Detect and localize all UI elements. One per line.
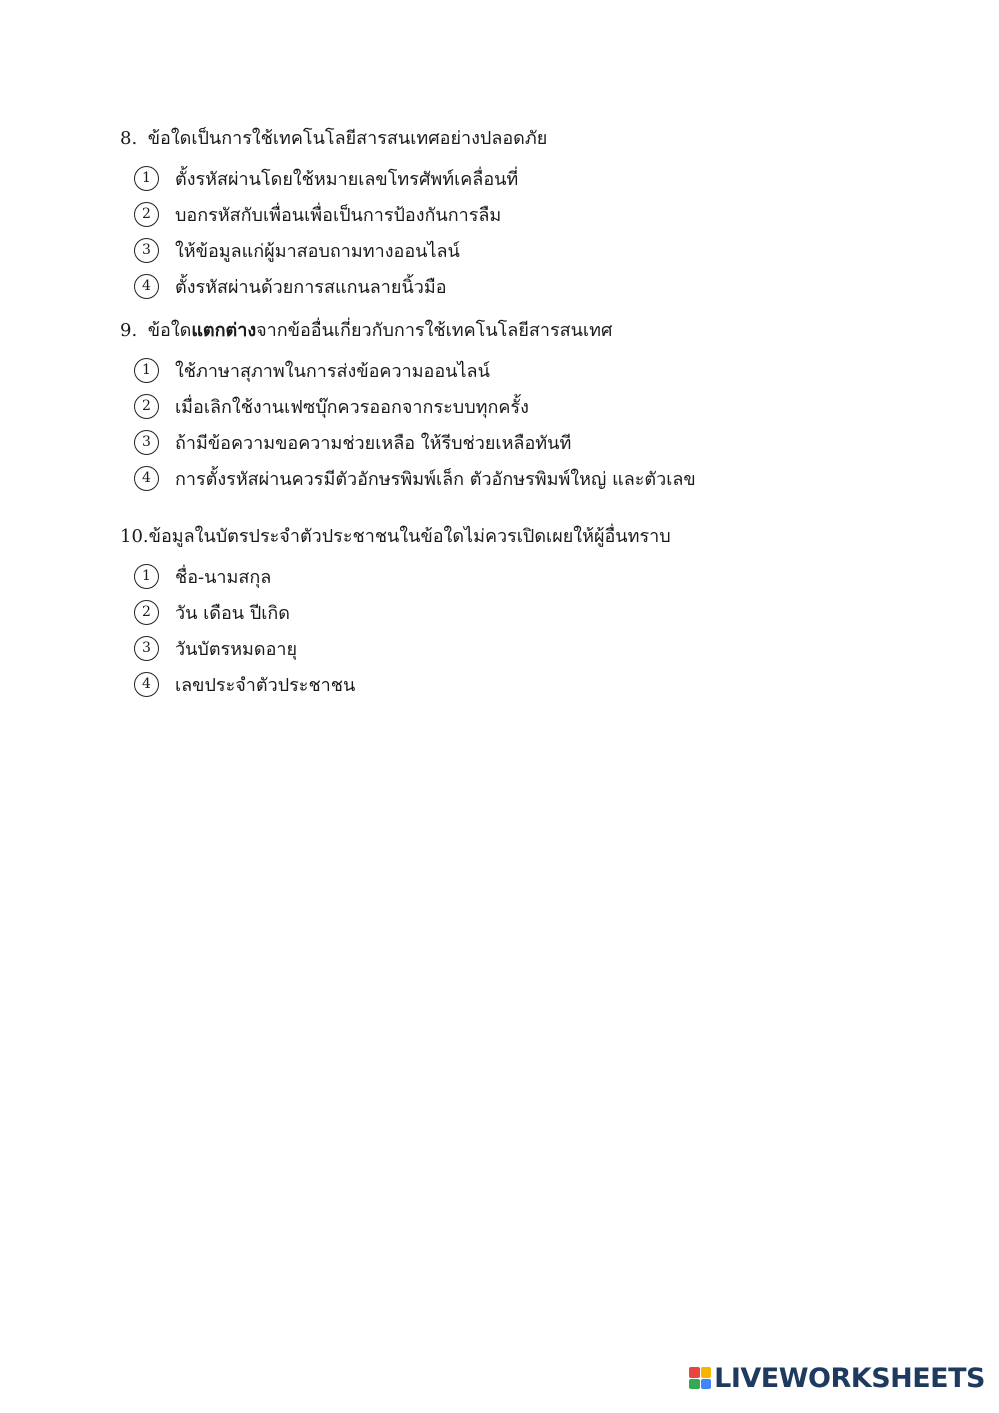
option-9-2[interactable] (134, 388, 900, 424)
option-8-1[interactable] (134, 160, 900, 196)
option-10-2[interactable] (134, 594, 900, 630)
option-text: ใช้ภาษาสุภาพในการส่งข้อความออนไลน์ (175, 360, 490, 382)
question-text: ข้อมูลในบัตรประจำตัวประชาชนในข้อใดไม่ควรเปิดเผยให้ผู้อื่นทราบ (148, 526, 671, 547)
option-text: ตั้งรหัสผ่านโดยใช้หมายเลขโทรศัพท์เคลื่อนที่ (175, 168, 519, 190)
option-number-circle[interactable]: 3 (134, 430, 159, 455)
option-10-1[interactable] (134, 558, 900, 594)
logo-square-red (689, 1367, 700, 1378)
option-text: เมื่อเลิกใช้งานเฟซบุ๊กควรออกจากระบบทุกครั้ง (175, 396, 529, 418)
option-number-circle[interactable]: 1 (134, 358, 159, 383)
option-10-4[interactable] (134, 666, 900, 702)
option-text: การตั้งรหัสผ่านควรมีตัวอักษรพิมพ์เล็ก ตัวอักษรพิมพ์ใหญ่ และตัวเลข (175, 468, 696, 490)
option-number-circle[interactable]: 2 (134, 600, 159, 625)
logo-square-blue (701, 1379, 712, 1390)
liveworksheets-logo (689, 1363, 985, 1393)
option-10-3[interactable] (134, 630, 900, 666)
question-text-emphasis: แตกต่าง (191, 320, 257, 341)
option-number-circle[interactable]: 2 (134, 202, 159, 227)
option-number-circle[interactable]: 4 (134, 466, 159, 491)
question-number: 9. (120, 320, 138, 341)
option-number-circle[interactable]: 2 (134, 394, 159, 419)
option-text: ตั้งรหัสผ่านด้วยการสแกนลายนิ้วมือ (175, 276, 447, 298)
option-text: บอกรหัสกับเพื่อนเพื่อเป็นการป้องกันการลืม (175, 204, 502, 226)
option-8-2[interactable] (134, 196, 900, 232)
option-number-circle[interactable]: 3 (134, 636, 159, 661)
option-9-1[interactable] (134, 352, 900, 388)
question-10 (120, 524, 900, 702)
question-9 (120, 318, 900, 496)
option-text: ชื่อ-นามสกุล (175, 566, 272, 588)
option-text: ถ้ามีข้อความขอความช่วยเหลือ ให้รีบช่วยเหลือทันที (175, 432, 572, 454)
option-9-3[interactable] (134, 424, 900, 460)
option-number-circle[interactable]: 3 (134, 238, 159, 263)
question-8 (120, 126, 900, 304)
option-text: เลขประจำตัวประชาชน (175, 674, 356, 696)
brand-logo-icon (689, 1367, 711, 1389)
option-text: ให้ข้อมูลแก่ผู้มาสอบถามทางออนไลน์ (175, 240, 460, 262)
option-8-4[interactable] (134, 268, 900, 304)
question-8-text (120, 126, 900, 152)
question-text-before: ข้อใด (142, 320, 192, 341)
logo-square-green (689, 1379, 700, 1390)
option-number-circle[interactable]: 4 (134, 274, 159, 299)
question-text-after: จากข้ออื่นเกี่ยวกับการใช้เทคโนโลยีสารสนเทศ (256, 320, 613, 341)
option-number-circle[interactable]: 1 (134, 564, 159, 589)
question-9-text (120, 318, 900, 344)
option-number-circle[interactable]: 1 (134, 166, 159, 191)
option-text: วัน เดือน ปีเกิด (175, 602, 290, 624)
logo-square-yellow (701, 1367, 712, 1378)
option-text: วันบัตรหมดอายุ (175, 638, 298, 660)
question-10-text (120, 524, 900, 550)
option-8-3[interactable] (134, 232, 900, 268)
question-number: 10. (120, 526, 149, 547)
question-text: ข้อใดเป็นการใช้เทคโนโลยีสารสนเทศอย่างปลอดภัย (142, 128, 548, 149)
option-9-4[interactable] (134, 460, 900, 496)
question-number: 8. (120, 128, 138, 149)
brand-name: LIVEWORKSHEETS (714, 1362, 985, 1394)
option-number-circle[interactable]: 4 (134, 672, 159, 697)
